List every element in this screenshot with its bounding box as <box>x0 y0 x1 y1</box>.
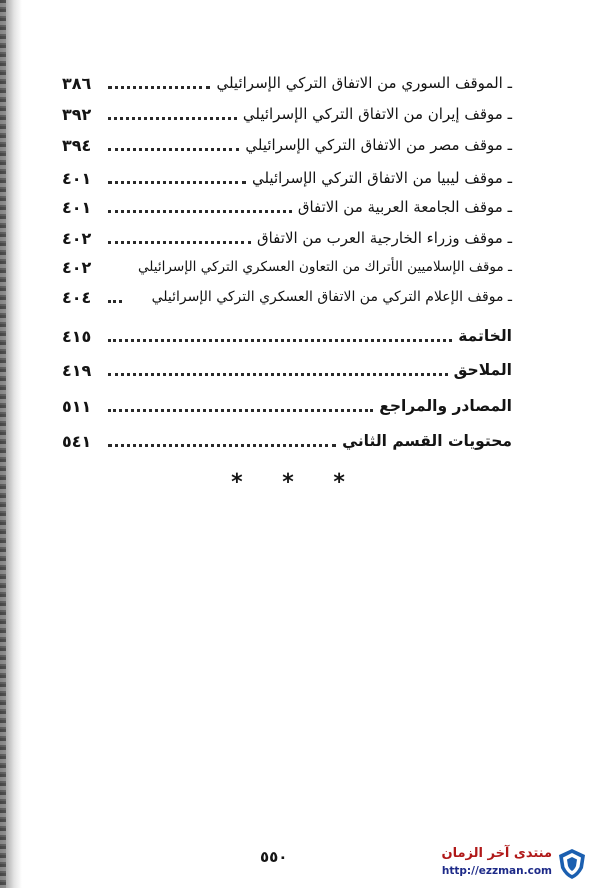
watermark-url: http://ezzman.com <box>441 865 552 877</box>
toc-entry-title: الملاحق <box>453 361 512 379</box>
toc-entry <box>62 225 512 251</box>
toc-leader-dots <box>108 373 448 376</box>
watermark <box>412 846 588 884</box>
toc-entry-title: ـ موقف الجامعة العربية من الاتفاق <box>297 198 512 216</box>
toc-leader-dots <box>108 409 373 412</box>
toc-entry-main <box>62 357 512 383</box>
toc-entry-main <box>62 428 512 454</box>
toc-entry-title: المصادر والمراجع <box>379 397 512 415</box>
page-number: ٥٥٠ <box>260 848 288 866</box>
toc-entry-title: ـ موقف وزراء الخارجية العرب من الاتفاق <box>256 229 512 247</box>
toc-entry-title: ـ موقف إيران من الاتفاق التركي الإسرائيلي <box>242 105 512 123</box>
section-separator: * * * <box>231 470 361 495</box>
toc-page-number: ٤٠٢ <box>62 257 92 277</box>
toc-leader-dots <box>108 181 246 184</box>
toc-page-number: ٤١٩ <box>62 360 92 380</box>
toc-entry <box>62 254 512 280</box>
toc-entry <box>62 132 512 158</box>
toc-page-number: ٥٤١ <box>62 431 92 451</box>
toc-page-number: ٤٠٤ <box>62 287 92 307</box>
toc-entry <box>62 165 512 191</box>
toc-page-number: ٤١٥ <box>62 326 92 346</box>
toc-entry <box>62 284 512 310</box>
toc-page-number: ٣٨٦ <box>62 73 92 93</box>
toc-entry-title: ـ موقف مصر من الاتفاق التركي الإسرائيلي <box>245 136 512 154</box>
toc-entry <box>62 70 512 96</box>
toc-entry-main <box>62 323 512 349</box>
toc-leader-dots <box>108 117 237 120</box>
toc-entry-title: ـ موقف الإسلاميين الأتراك من التعاون العسكري التركي الإسرائيلي <box>137 259 512 275</box>
toc-entry <box>62 101 512 127</box>
toc-leader-dots <box>108 339 452 342</box>
page-edge-binding <box>0 0 6 888</box>
toc-entry-title: محتويات القسم الثاني <box>342 432 512 450</box>
toc-page-number: ٤٠٢ <box>62 228 92 248</box>
toc-page-number: ٣٩٤ <box>62 135 92 155</box>
toc-leader-dots <box>108 444 336 447</box>
watermark-site-name: منتدى آخر الزمان <box>441 846 552 861</box>
toc-entry-title: ـ موقف الإعلام التركي من الاتفاق العسكري التركي الإسرائيلي <box>151 289 512 305</box>
toc-leader-dots <box>108 210 292 213</box>
toc-entry <box>62 194 512 220</box>
toc-page-number: ٤٠١ <box>62 197 92 217</box>
toc-leader-dots <box>108 86 210 89</box>
shield-logo-icon <box>558 848 586 880</box>
toc-entry-title: ـ موقف ليبيا من الاتفاق التركي الإسرائيلي <box>251 169 512 187</box>
toc-leader-dots <box>108 241 251 244</box>
toc-page-number: ٤٠١ <box>62 168 92 188</box>
toc-entry-main <box>62 393 512 419</box>
toc-page-number: ٥١١ <box>62 396 92 416</box>
toc-leader-dots <box>108 300 122 303</box>
toc-page-number: ٣٩٢ <box>62 104 92 124</box>
toc-leader-dots <box>108 148 239 151</box>
toc-entry-title: ـ الموقف السوري من الاتفاق التركي الإسرائيلي <box>216 74 512 92</box>
toc-entry-title: الخاتمة <box>458 327 512 345</box>
